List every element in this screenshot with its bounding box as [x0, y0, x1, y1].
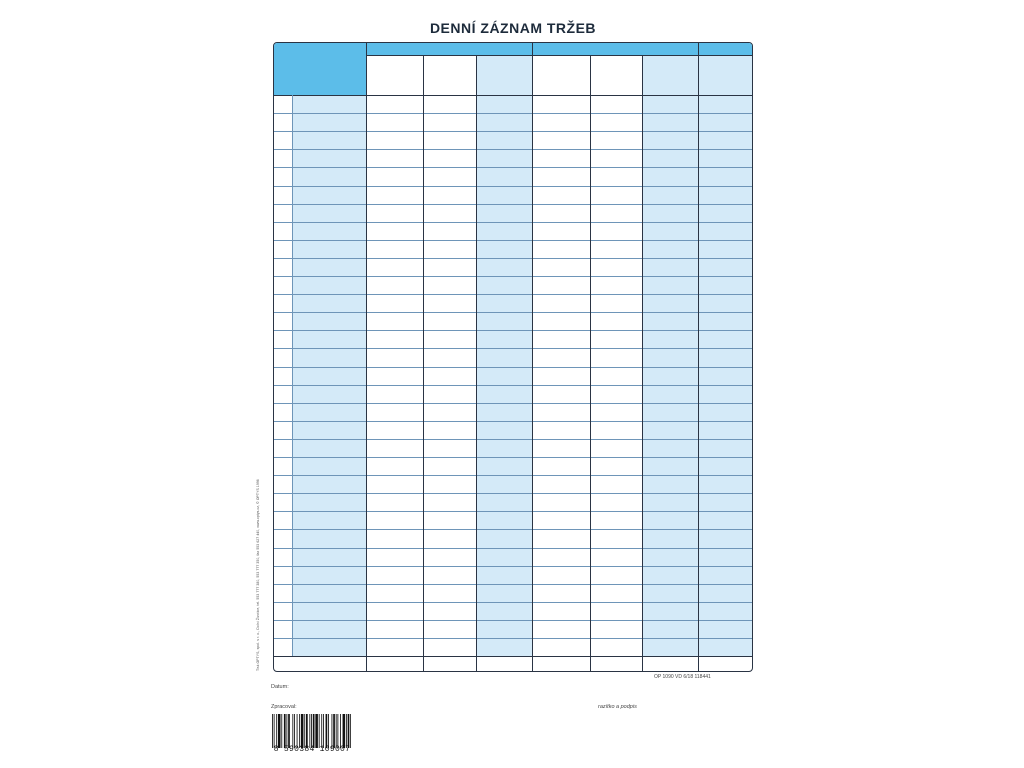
side-print-info: Tisk OPTYS, spol. s r. o., Dolní Životice, tel. 553 777 380, 553 777 350, fax 553 627 440, www.optys.cz, © OPTYS 1996	[256, 479, 260, 671]
row-number	[274, 620, 290, 638]
col-price-excl-vat-reduced	[532, 55, 590, 95]
grid-line	[274, 638, 752, 639]
grid-line	[423, 55, 424, 671]
group-zero-vat	[698, 43, 752, 55]
barcode-bar	[304, 714, 305, 748]
barcode-bar	[297, 714, 298, 748]
grid-line	[476, 55, 477, 671]
row-number	[274, 566, 290, 584]
row-number	[274, 602, 290, 620]
barcode-bar	[321, 714, 322, 748]
grid-line	[274, 421, 752, 422]
barcode-bar	[336, 714, 337, 748]
row-number	[274, 186, 290, 204]
grid-line	[274, 330, 752, 331]
grid-line	[274, 186, 752, 187]
barcode-bar	[278, 714, 281, 748]
grid-line	[532, 43, 533, 671]
grid-line	[274, 240, 752, 241]
grid-line	[274, 529, 752, 530]
col-total-incl-vat	[476, 55, 532, 95]
barcode-bar	[323, 714, 324, 748]
grid-line	[274, 276, 752, 277]
grid-line	[642, 55, 643, 671]
row-number	[274, 385, 290, 403]
col-total-incl-vat-reduced	[642, 55, 698, 95]
grid-line	[274, 222, 752, 223]
row-number	[274, 131, 290, 149]
grid-line	[274, 294, 752, 295]
barcode-number: 8 590384 109007	[273, 745, 351, 754]
barcode-bar	[292, 714, 293, 748]
grid-line	[274, 457, 752, 458]
row-number	[274, 511, 290, 529]
grid-line	[274, 312, 752, 313]
grid-line	[590, 55, 591, 671]
row-number	[274, 204, 290, 222]
row-number	[274, 113, 290, 131]
barcode-bar	[319, 714, 320, 748]
grid-line	[274, 204, 752, 205]
grid-line	[274, 113, 752, 114]
grid-line	[274, 385, 752, 386]
date-label: Datum:	[271, 684, 289, 690]
row-number	[274, 330, 290, 348]
col-vat	[423, 55, 476, 95]
barcode-bar	[309, 714, 310, 748]
total-row-label	[279, 656, 339, 671]
col-price-excl-vat	[366, 55, 423, 95]
barcode-bar	[328, 714, 329, 748]
row-number	[274, 584, 290, 602]
row-number	[274, 403, 290, 421]
grid-line	[274, 167, 752, 168]
barcode-bar	[274, 714, 275, 748]
grid-line	[274, 403, 752, 404]
grid-line	[274, 131, 752, 132]
grid-line	[274, 439, 752, 440]
barcode-bar	[315, 714, 318, 748]
grid-line	[274, 95, 752, 96]
row-number	[274, 95, 290, 113]
grid-line	[698, 43, 699, 671]
shaded-column	[642, 95, 698, 656]
barcode-bar	[343, 714, 346, 748]
row-number	[274, 457, 290, 475]
barcode-bar	[333, 714, 335, 748]
barcode-bar	[332, 714, 333, 748]
row-number	[274, 276, 290, 294]
left-header-label	[274, 49, 366, 63]
row-number	[274, 258, 290, 276]
grid-line	[274, 149, 752, 150]
barcode-bar	[276, 714, 277, 748]
grid-line	[274, 348, 752, 349]
grid-line	[274, 620, 752, 621]
month-label	[282, 67, 366, 79]
row-number	[274, 294, 290, 312]
barcode-bar	[326, 714, 328, 748]
form-code: OP 1090 VD 6/18 118441	[654, 674, 711, 680]
row-number	[274, 367, 290, 385]
row-number	[274, 493, 290, 511]
grid-line	[292, 95, 293, 656]
barcode-bar	[313, 714, 315, 748]
group-reduced-percent	[604, 43, 624, 55]
shaded-column	[698, 95, 752, 656]
row-number	[274, 149, 290, 167]
barcode-bar	[299, 714, 300, 748]
row-number	[274, 167, 290, 185]
barcode-bar	[306, 714, 308, 748]
grid-line	[274, 602, 752, 603]
row-number	[274, 348, 290, 366]
grid-line	[274, 258, 752, 259]
group-basic-vat-percent	[442, 43, 462, 55]
grid-line	[274, 548, 752, 549]
barcode-bar	[281, 714, 282, 748]
grid-line	[274, 493, 752, 494]
form-title: DENNÍ ZÁZNAM TRŽEB	[429, 20, 597, 36]
row-number	[274, 475, 290, 493]
row-number	[274, 312, 290, 330]
row-number	[274, 548, 290, 566]
barcode-bar	[286, 714, 287, 748]
barcode-bar	[288, 714, 290, 748]
prepared-by-label: Zpracoval:	[271, 704, 297, 710]
barcode-bar	[284, 714, 286, 748]
row-number	[274, 439, 290, 457]
row-number	[274, 222, 290, 240]
grid-line	[366, 43, 367, 671]
barcode-bar	[294, 714, 295, 748]
sales-record-table	[273, 42, 753, 672]
barcode-bar	[348, 714, 350, 748]
row-number	[274, 240, 290, 258]
grid-line	[274, 584, 752, 585]
col-total-zero	[698, 55, 752, 95]
grid-line	[274, 566, 752, 567]
stamp-signature-label: razítko a podpis	[598, 704, 637, 710]
grid-line	[274, 475, 752, 476]
group-reduced-vat	[476, 43, 552, 55]
barcode-bar	[272, 714, 273, 748]
barcode-bar	[311, 714, 312, 748]
row-number	[274, 529, 290, 547]
grid-line	[274, 511, 752, 512]
barcode-bar	[337, 714, 338, 748]
grid-line	[274, 656, 752, 657]
row-number	[274, 421, 290, 439]
barcode-image	[271, 714, 351, 748]
row-number	[274, 638, 290, 656]
shaded-column	[292, 95, 366, 656]
barcode-bar	[301, 714, 304, 748]
barcode-bar	[346, 714, 347, 748]
group-basic-vat	[366, 43, 436, 55]
grid-line	[274, 367, 752, 368]
barcode-bar	[340, 714, 341, 748]
shaded-column	[476, 95, 532, 656]
barcode-bar	[350, 714, 351, 748]
col-vat-reduced	[590, 55, 642, 95]
